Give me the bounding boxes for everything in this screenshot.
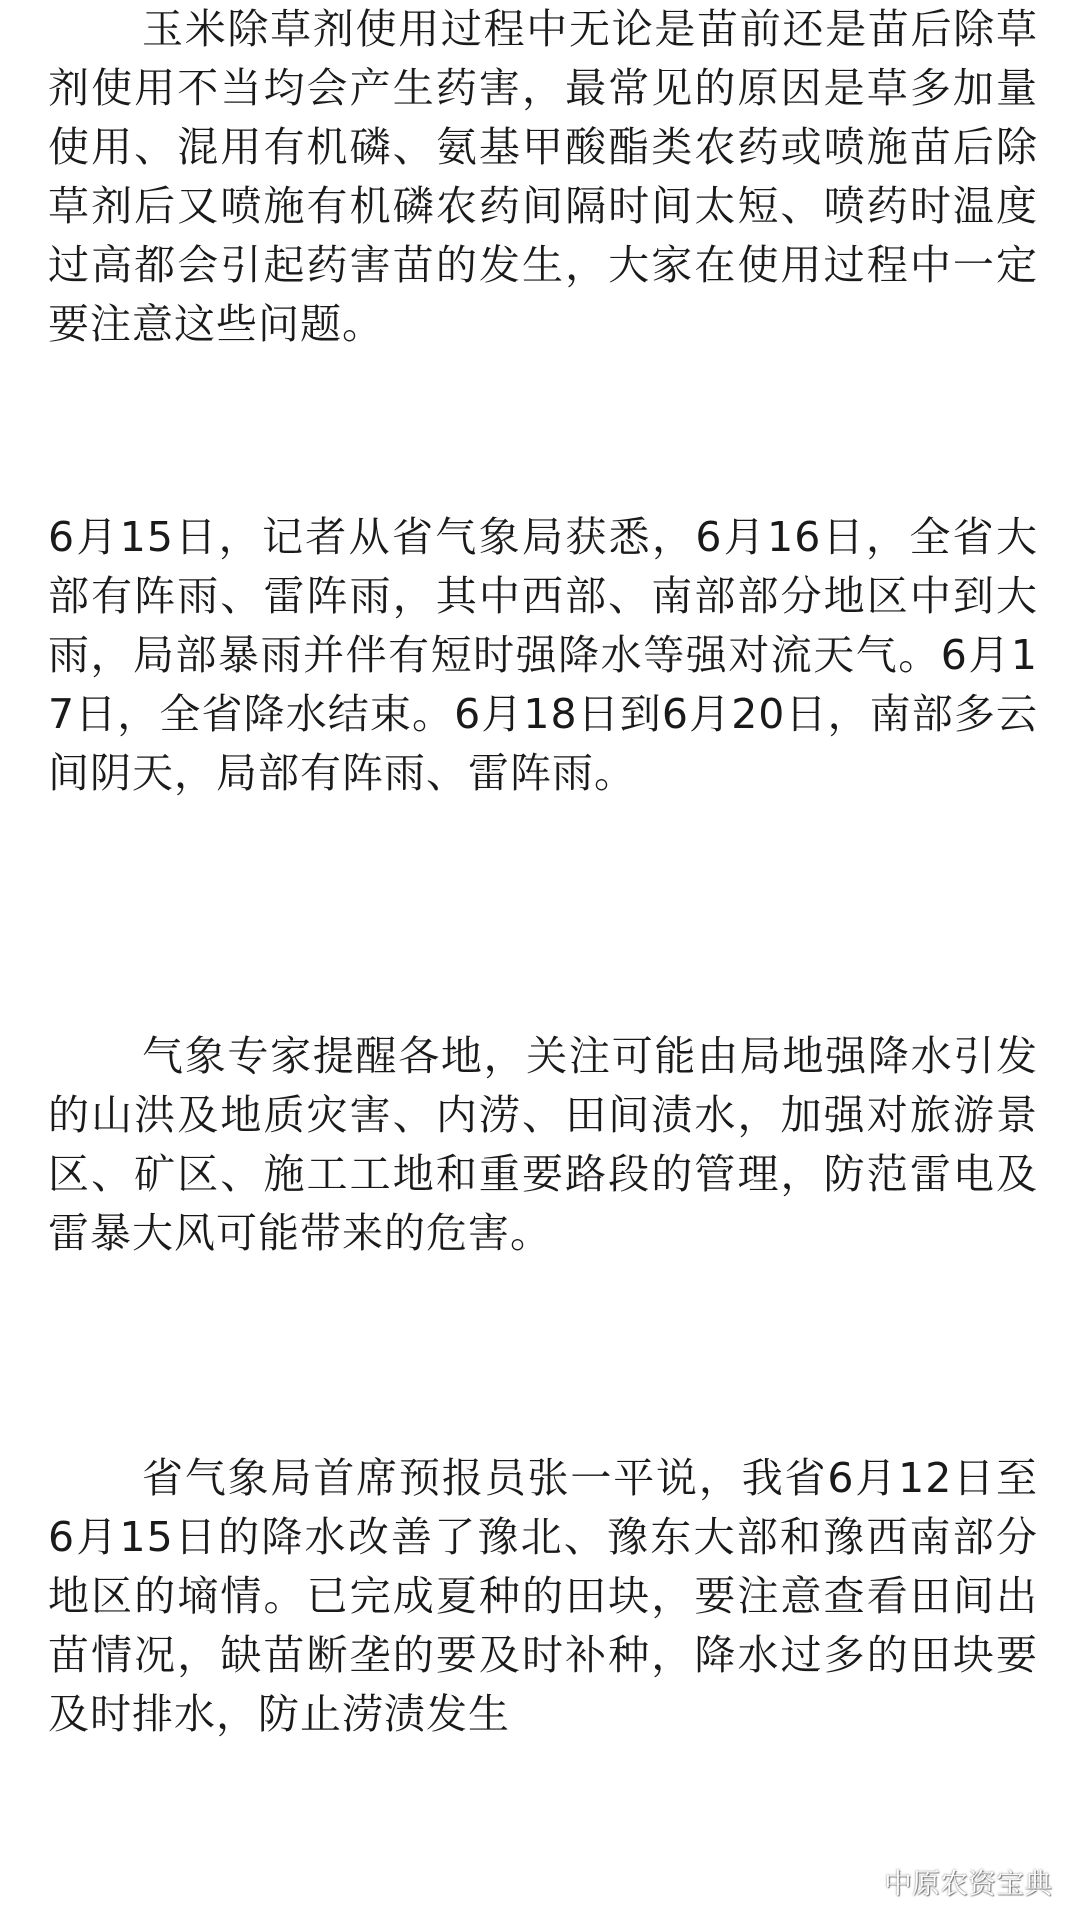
paragraph-1: 玉米除草剂使用过程中无论是苗前还是苗后除草剂使用不当均会产生药害，最常见的原因是草多加量使用、混用有机磷、氨基甲酸酯类农药或喷施苗后除草剂后又喷施有机磷农药间隔时间太短、喷药时温度过高都会引起药害苗的发生，大家在使用过程中一定要注意这些问题。 <box>48 5 1038 348</box>
watermark-account-name: 中原农资宝典 <box>883 1867 1052 1900</box>
weibo-watermark <box>6 1878 40 1906</box>
wechat-icon <box>836 1866 876 1898</box>
paragraph-4: 省气象局首席预报员张一平说，我省6月12日至6月15日的降水改善了豫北、豫东大部和豫西南部分地区的墒情。已完成夏种的田块，要注意查看田间出苗情况，缺苗断垄的要及时补种，降水过多的田块要及时排水，防止涝渍发生 <box>48 1454 1038 1738</box>
paragraph-3: 气象专家提醒各地，关注可能由局地强降水引发的山洪及地质灾害、内涝、田间渍水，加强对旅游景区、矿区、施工工地和重要路段的管理，防范雷电及雷暴大风可能带来的危害。 <box>48 1032 1038 1257</box>
paragraph-2: 6月15日，记者从省气象局获悉，6月16日，全省大部有阵雨、雷阵雨，其中西部、南部部分地区中到大雨，局部暴雨并伴有短时强降水等强对流天气。6月17日，全省降水结束。6月18日到6月20日，南部多云间阴天，局部有阵雨、雷阵雨。 <box>48 513 1038 797</box>
wechat-watermark <box>836 1862 1052 1902</box>
weibo-icon <box>6 1878 40 1906</box>
